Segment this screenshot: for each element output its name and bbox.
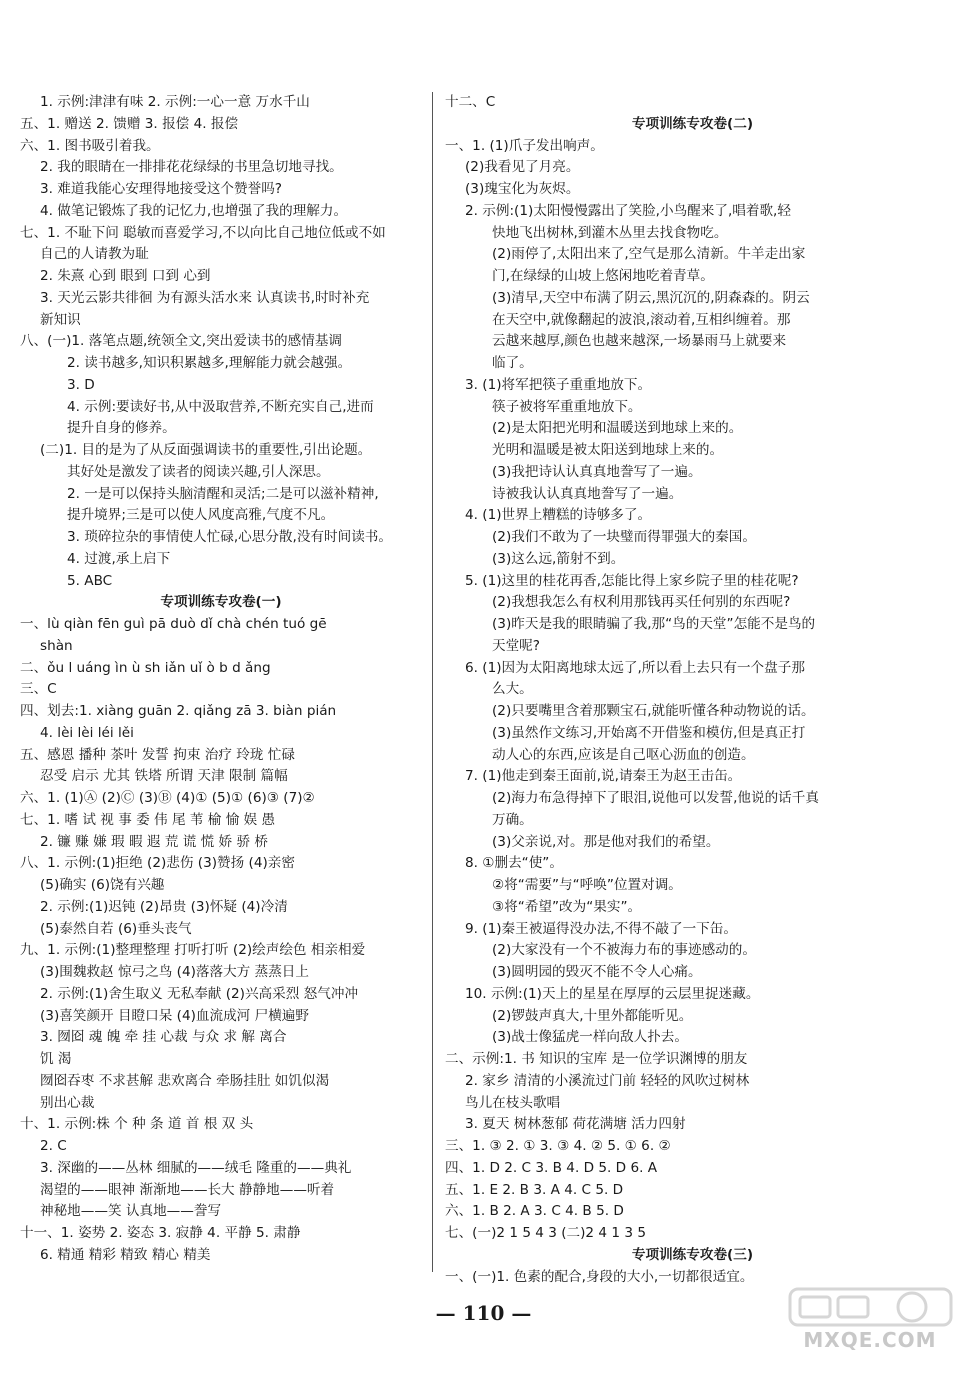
answer-line: 囫囵吞枣 不求甚解 悲欢离合 牵肠挂肚 如饥似渴 bbox=[40, 1072, 330, 1089]
answer-line: 五、1. E 2. B 3. A 4. C 5. D bbox=[445, 1181, 624, 1198]
answer-line: 2. C bbox=[40, 1138, 67, 1154]
answer-line: 饥 渴 bbox=[40, 1051, 72, 1067]
answer-line: 3. 囫囵 魂 魄 牵 挂 心裁 与众 求 解 离合 bbox=[40, 1029, 287, 1046]
answer-line: 4. 示例:要读好书,从中汲取营养,不断充实自己,进而 bbox=[67, 398, 374, 415]
answer-line: 4. 做笔记锻炼了我的记忆力,也增强了我的理解力。 bbox=[40, 202, 348, 219]
answer-line: 自己的人请教为耻 bbox=[40, 246, 149, 263]
answer-line: 快地飞出树林,到灌木丛里去找食物吃。 bbox=[492, 224, 728, 241]
answer-line: 3. 琐碎拉杂的事情使人忙碌,心思分散,没有时间读书。 bbox=[67, 529, 392, 545]
answer-line: 4. 过渡,承上启下 bbox=[67, 550, 171, 567]
answer-line: 10. 示例:(1)天上的星星在厚厚的云层里捉迷藏。 bbox=[465, 985, 760, 1002]
answer-line: 4. (1)世界上糟糕的诗够多了。 bbox=[465, 507, 652, 524]
answer-line: 3. (1)将军把筷子重重地放下。 bbox=[465, 376, 652, 393]
answer-line: (2)大家没有一个不被海力布的事迹感动的。 bbox=[492, 942, 756, 959]
answer-line: 忍受 启示 尤其 铁塔 所谓 天津 限制 篇幅 bbox=[40, 768, 288, 785]
answer-line: (3)父亲说,对。那是他对我们的希望。 bbox=[492, 833, 720, 850]
answer-line: (3)圆明园的毁灭不能不令人心痛。 bbox=[492, 964, 702, 980]
answer-line: ③将“希望”改为“果实”。 bbox=[492, 898, 642, 915]
answer-line: 提升境界;三是可以使人风度高雅,气度不凡。 bbox=[67, 507, 335, 524]
answer-line: 在天空中,就像翻起的波浪,滚动着,互相纠缠着。那 bbox=[492, 311, 791, 328]
answer-line: 2. 一是可以保持头脑清醒和灵活;二是可以滋补精神, bbox=[67, 485, 379, 502]
right-column bbox=[445, 92, 940, 1288]
answer-line: 1. 示例:津津有味 2. 示例:一心一意 万水千山 bbox=[40, 94, 310, 110]
section-heading: 专项训练专攻卷(三) bbox=[631, 1246, 754, 1263]
answer-line: 八、(一)1. 落笔点题,统领全文,突出爱读书的感情基调 bbox=[20, 333, 343, 350]
answer-line: 光明和温暖是被太阳送到地球上来的。 bbox=[492, 442, 724, 458]
answer-line: 一、(一)1. 色素的配合,身段的大小,一切都很适宜。 bbox=[445, 1268, 754, 1285]
answer-line: 五、感恩 播种 茶叶 发誓 拘束 治疗 玲珑 忙碌 bbox=[20, 746, 295, 763]
answer-line: 么大。 bbox=[492, 681, 533, 698]
watermark-logo-icon bbox=[788, 1285, 953, 1329]
answer-line: 十一、1. 姿势 2. 姿态 3. 寂静 4. 平静 5. 肃静 bbox=[20, 1225, 301, 1241]
answer-line: 九、1. 示例:(1)整理整理 打听打听 (2)绘声绘色 相亲相爱 bbox=[20, 942, 366, 959]
answer-line: (3)清早,天空中布满了阴云,黑沉沉的,阴森森的。阴云 bbox=[492, 289, 810, 306]
answer-line: 五、1. 赠送 2. 馈赠 3. 报偿 4. 报偿 bbox=[20, 115, 239, 132]
answer-line: 七、1. 不耻下问 聪敏而喜爱学习,不以向比自己地位低或不如 bbox=[20, 224, 386, 241]
answer-line: (3)瑰宝化为灰烬。 bbox=[465, 181, 580, 197]
answer-line: 9. (1)秦王被逼得没办法,不得不敲了一下缶。 bbox=[465, 920, 737, 937]
answer-line: 新知识 bbox=[40, 311, 81, 328]
answer-line: 十、1. 示例:株 个 种 条 道 首 根 双 头 bbox=[20, 1116, 254, 1133]
answer-line: 6. 精通 精彩 精致 精心 精美 bbox=[40, 1246, 211, 1263]
answer-line: (2)只要嘴里含着那颗宝石,就能听懂各种动物说的话。 bbox=[492, 703, 815, 719]
answer-line: 诗被我认认真真地誊写了一遍。 bbox=[492, 485, 683, 502]
answer-line: (2)海力布急得掉下了眼泪,说他可以发誓,他说的话千真 bbox=[492, 790, 819, 806]
answer-line: 四、1. D 2. C 3. B 4. D 5. D 6. A bbox=[445, 1159, 658, 1176]
answer-line: (3)围魏救赵 惊弓之鸟 (4)落落大方 蒸蒸日上 bbox=[40, 964, 309, 980]
answer-line: 提升自身的修养。 bbox=[67, 420, 176, 437]
answer-line: 2. 示例:(1)舍生取义 无私奉献 (2)兴高采烈 怒气冲冲 bbox=[40, 985, 359, 1002]
answer-line: (5)泰然自若 (6)垂头丧气 bbox=[40, 920, 192, 937]
answer-line: (3)昨天是我的眼睛骗了我,那“鸟的天堂”怎能不是鸟的 bbox=[492, 616, 816, 632]
answer-line: 一、lù qiàn fēn guì pā duò dǐ chà chén tuó gē bbox=[20, 616, 327, 632]
answer-line: 云越来越厚,颜色也越来越深,一场暴雨马上就要来 bbox=[492, 333, 787, 350]
answer-line: 3. 难道我能心安理得地接受这个赞誉吗? bbox=[40, 181, 283, 197]
answer-line: (2)我看见了月亮。 bbox=[465, 159, 580, 176]
answer-line: 3. D bbox=[67, 376, 95, 393]
answer-line: 别出心裁 bbox=[40, 1094, 95, 1111]
answer-line: (3)虽然作文练习,开始离不开借鉴和模仿,但是真正打 bbox=[492, 724, 806, 741]
answer-line: 天堂呢? bbox=[492, 637, 540, 654]
answer-line: 神秘地——笑 认真地——誊写 bbox=[40, 1203, 222, 1220]
answer-line: 筷子被将军重重地放下。 bbox=[492, 398, 642, 415]
answer-line: (3)这么远,箭射不到。 bbox=[492, 550, 625, 567]
answer-line: (2)锣鼓声真大,十里外都能听见。 bbox=[492, 1007, 693, 1024]
answer-line: (5)确实 (6)饶有兴趣 bbox=[40, 877, 165, 893]
answer-line: 门,在绿绿的山坡上悠闲地吃着青草。 bbox=[492, 268, 714, 284]
answer-line: 八、1. 示例:(1)拒绝 (2)悲伤 (3)赞扬 (4)亲密 bbox=[20, 855, 295, 872]
answer-line: 七、(一)2 1 5 4 3 (二)2 4 1 3 5 bbox=[445, 1225, 646, 1241]
answer-line: 2. 示例:(1)迟钝 (2)昂贵 (3)怀疑 (4)冷清 bbox=[40, 898, 288, 915]
answer-line: 临了。 bbox=[492, 355, 533, 371]
answer-line: 万确。 bbox=[492, 811, 533, 828]
answer-line: 2. 示例:(1)太阳慢慢露出了笑脸,小鸟醒来了,唱着歌,轻 bbox=[465, 202, 791, 219]
answer-line: 四、划去:1. xiàng guān 2. qiǎng zā 3. biàn pián bbox=[20, 703, 337, 719]
answer-line: (3)喜笑颜开 目瞪口呆 (4)血流成河 尸横遍野 bbox=[40, 1007, 309, 1024]
answer-line: (2)我们不敢为了一块璧而得罪强大的秦国。 bbox=[492, 529, 756, 545]
answer-line: 其好处是激发了读者的阅读兴趣,引人深思。 bbox=[67, 463, 330, 480]
answer-line: 3. 天光云影共徘徊 为有源头活水来 认真读书,时时补充 bbox=[40, 289, 370, 306]
answer-line: ②将“需要”与“呼唤”位置对调。 bbox=[492, 877, 682, 893]
left-column bbox=[20, 92, 422, 1267]
answer-line: 6. (1)因为太阳离地球太远了,所以看上去只有一个盘子那 bbox=[465, 659, 805, 676]
answer-line: 2. 朱熹 心到 眼到 口到 心到 bbox=[40, 268, 211, 284]
answer-line: 三、1. ③ 2. ① 3. ③ 4. ② 5. ① 6. ② bbox=[445, 1138, 671, 1154]
section-heading: 专项训练专攻卷(二) bbox=[631, 115, 754, 132]
answer-line: 动人心的东西,应该是自己呕心沥血的创造。 bbox=[492, 746, 755, 763]
answer-line: 2. 我的眼睛在一排排花花绿绿的书里急切地寻找。 bbox=[40, 159, 343, 176]
section-heading: 专项训练专攻卷(一) bbox=[160, 594, 282, 611]
answer-line: 7. (1)他走到秦王面前,说,请秦王为赵王击缶。 bbox=[465, 768, 742, 785]
watermark-text: MXQE.COM bbox=[803, 1328, 937, 1352]
answer-line: (二)1. 目的是为了从反面强调读书的重要性,引出论题。 bbox=[40, 442, 372, 458]
answer-line: 3. 深幽的——丛林 细腻的——绒毛 隆重的——典礼 bbox=[40, 1159, 352, 1176]
answer-line: (2)雨停了,太阳出来了,空气是那么清新。牛羊走出家 bbox=[492, 246, 806, 263]
answer-line: 一、1. (1)爪子发出响声。 bbox=[445, 137, 604, 154]
answer-line: 2. 读书越多,知识积累越多,理解能力就会越强。 bbox=[67, 355, 352, 371]
answer-line: 2. 家乡 清清的小溪流过门前 轻轻的风吹过树林 bbox=[465, 1072, 750, 1089]
answer-line: 鸟儿在枝头歌唱 bbox=[465, 1094, 561, 1111]
column-divider bbox=[432, 92, 433, 1272]
answer-line: 六、1. (1)Ⓐ (2)Ⓒ (3)Ⓑ (4)① (5)① (6)③ (7)② bbox=[20, 790, 315, 806]
answer-line: (2)是太阳把光明和温暖送到地球上来的。 bbox=[492, 420, 743, 437]
answer-line: (3)战士像猛虎一样向敌人扑去。 bbox=[492, 1029, 688, 1046]
answer-line: 七、1. 嗜 试 视 事 委 伟 尾 苇 榆 愉 娱 愚 bbox=[20, 811, 276, 828]
answer-line: 六、1. 图书吸引着我。 bbox=[20, 137, 160, 154]
answer-line: 二、ǒu l uáng ìn ù sh iǎn uǐ ò b d ǎng bbox=[20, 659, 271, 676]
answer-line: (3)我把诗认认真真地誊写了一遍。 bbox=[492, 463, 702, 480]
answer-line: (2)我想我怎么有权利用那钱再买任何别的东西呢? bbox=[492, 594, 791, 611]
page-number: — 110 — bbox=[435, 1301, 532, 1325]
answer-line: 渴望的——眼神 渐渐地——长大 静静地——听着 bbox=[40, 1181, 335, 1198]
answer-line: 十二、C bbox=[445, 94, 496, 110]
answer-line: 5. (1)这里的桂花再香,怎能比得上家乡院子里的桂花呢? bbox=[465, 572, 799, 589]
answer-line: 三、C bbox=[20, 681, 57, 698]
answer-line: 8. ①删去“使”。 bbox=[465, 855, 563, 872]
answer-line: 5. ABC bbox=[67, 572, 113, 589]
answer-line: shàn bbox=[40, 637, 73, 654]
answer-line: 3. 夏天 树林葱郁 荷花满塘 活力四射 bbox=[465, 1116, 686, 1133]
answer-line: 2. 镰 赚 嫌 瑕 暇 遐 荒 谎 慌 娇 骄 桥 bbox=[40, 833, 268, 850]
answer-line: 二、示例:1. 书 知识的宝库 是一位学识渊博的朋友 bbox=[445, 1051, 748, 1067]
answer-line: 六、1. B 2. A 3. C 4. B 5. D bbox=[445, 1203, 624, 1220]
answer-line: 4. lèi lèi léi lěi bbox=[40, 724, 134, 741]
